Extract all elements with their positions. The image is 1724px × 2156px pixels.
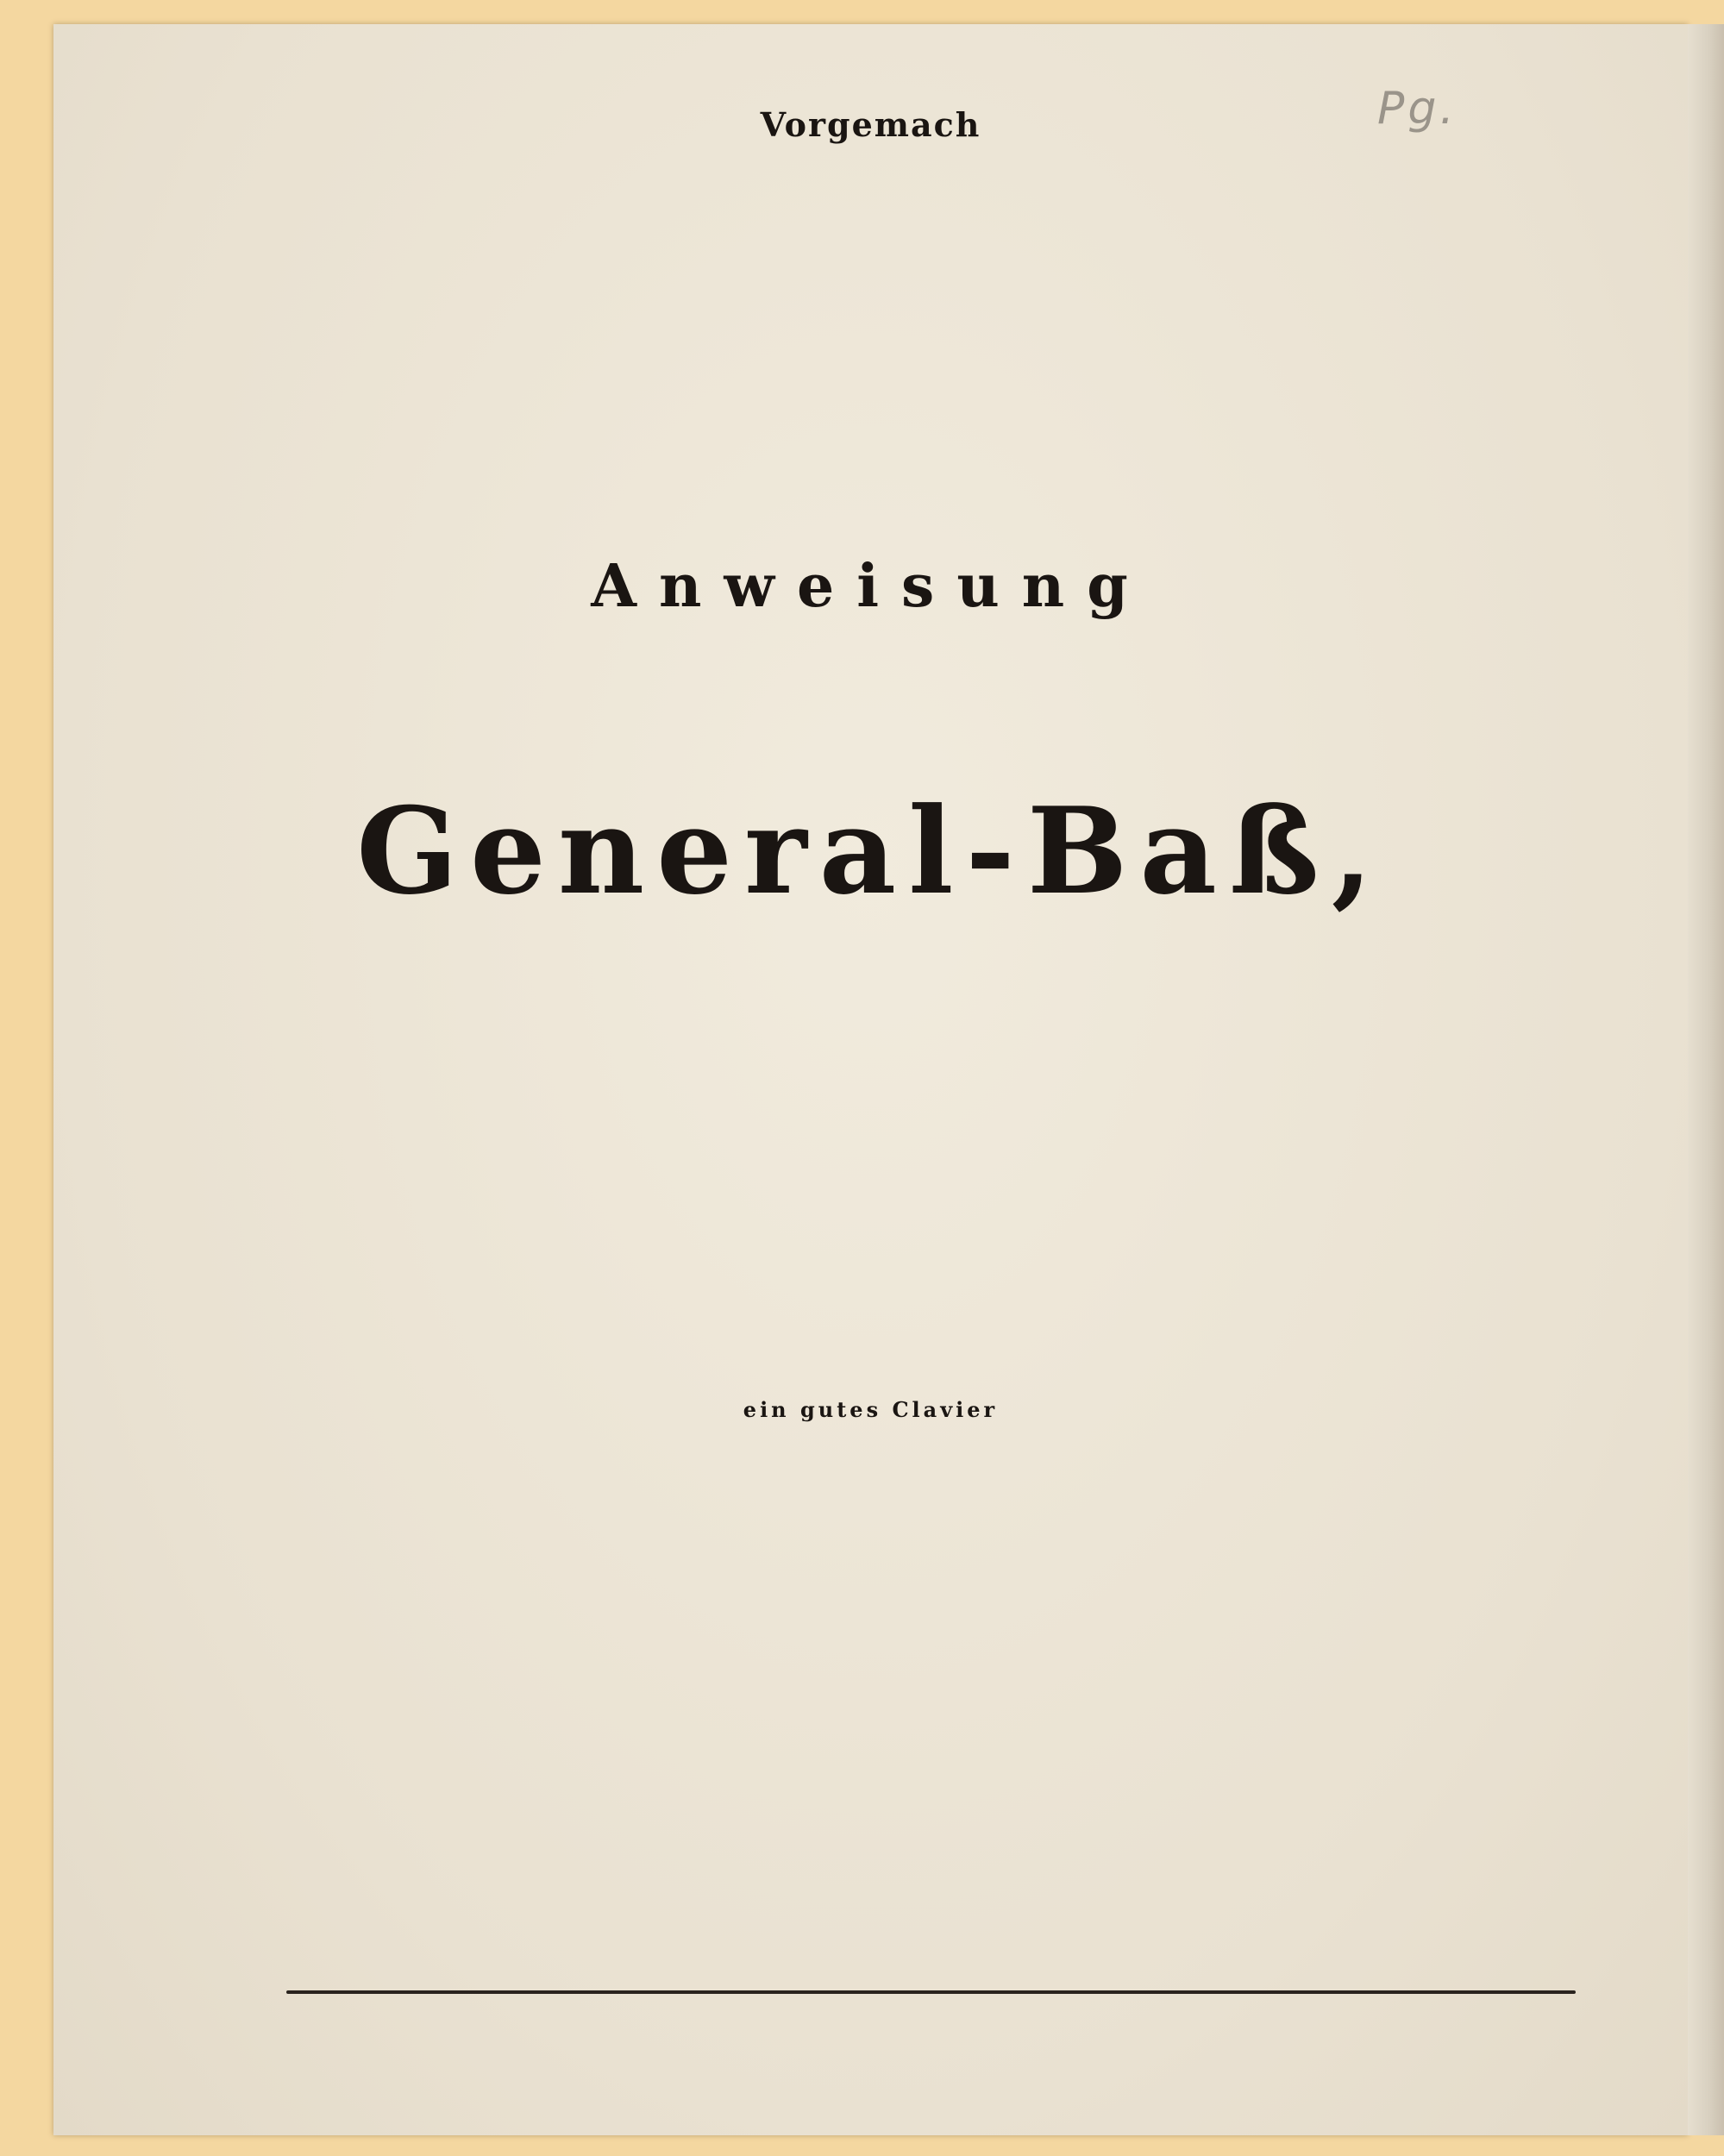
title-page <box>53 24 1688 2135</box>
title-gutes-clavier: ein gutes Clavier <box>743 1397 999 1422</box>
title-anweisung: Anweisung <box>591 552 1150 621</box>
page-edge <box>1688 24 1724 2135</box>
pencil-shelfmark: Pg. <box>1377 83 1458 135</box>
title-vorgemach: Vorgemach <box>760 105 981 144</box>
horizontal-rule <box>286 1990 1576 1994</box>
title-general-bass: General-Baß, <box>356 780 1385 921</box>
